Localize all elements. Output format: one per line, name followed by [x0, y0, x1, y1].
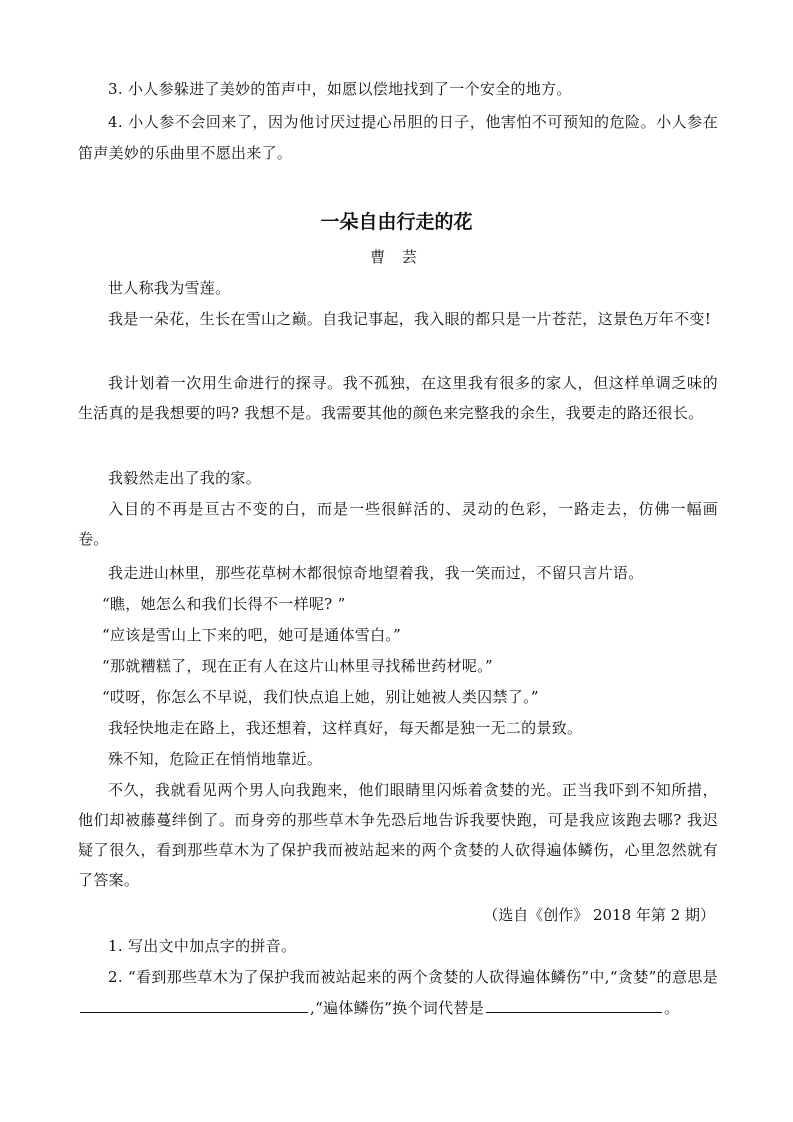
- answer-blank-2[interactable]: [486, 994, 662, 1013]
- question-2: [78, 962, 718, 1024]
- dialogue-3: “那就糟糕了，现在正有人在这片山林里寻找稀世药材呢。”: [102, 657, 493, 675]
- paragraph-3: 我计划着一次用生命进行的探寻。我不孤独，在这里我有很多的家人，但这样单调乏味的生活真的是我想要的吗? 我想不是。我需要其他的颜色来完整我的余生，我要走的路还很长。: [78, 374, 718, 422]
- dialogue-4: “哎呀，你怎么不早说，我们快点追上她，别让她被人类囚禁了。”: [102, 688, 539, 706]
- question-1: 1. 写出文中加点字的拼音。: [108, 937, 297, 955]
- article-author: 曹 芸: [370, 248, 423, 266]
- article-title: 一朵自由行走的花: [320, 211, 473, 233]
- question-3: 3. 小人参躲进了美妙的笛声中，如愿以偿地找到了一个安全的地方。: [108, 80, 572, 98]
- paragraph-5: 入目的不再是亘古不变的白，而是一些很鲜活的、灵动的色彩，一路走去，仿佛一幅画卷。: [78, 500, 718, 548]
- paragraph-1: 世人称我为雪莲。: [108, 279, 231, 297]
- paragraph-8: 殊不知，危险正在悄悄地靠近。: [108, 750, 323, 768]
- dialogue-2: “应该是雪山上下来的吧，她可是通体雪白。”: [102, 626, 402, 644]
- paragraph-4: 我毅然走出了我的家。: [108, 469, 262, 487]
- paragraph-9: 不久，我就看见两个男人向我跑来，他们眼睛里闪烁着贪婪的光。正当我吓到不知所措，他们却被藤蔓绊倒了。而身旁的那些草木争先恐后地告诉我要快跑，可是我应该跑去哪? 我迟疑了很久，看到那些草木为了保护我而被站起来的两个贪婪的人砍得遍体鳞伤，心里忽然就有了答案。: [78, 781, 718, 889]
- paragraph-2: 我是一朵花，生长在雪山之巅。自我记事起，我入眼的都只是一片苍茫，这景色万年不变!: [108, 310, 712, 328]
- article-source: （选自《创作》 2018 年第 2 期）: [483, 906, 715, 924]
- question-4: 4. 小人参不会回来了，因为他讨厌过提心吊胆的日子，他害怕不可预知的危险。小人参在笛声美妙的乐曲里不愿出来了。: [78, 113, 718, 162]
- paragraph-6: 我走进山林里，那些花草树木都很惊奇地望着我，我一笑而过，不留只言片语。: [108, 564, 644, 582]
- answer-blank-1[interactable]: [80, 994, 308, 1013]
- paragraph-7: 我轻快地走在路上，我还想着，这样真好，每天都是独一无二的景致。: [108, 719, 583, 737]
- dialogue-1: “瞧，她怎么和我们长得不一样呢? ”: [102, 595, 346, 613]
- question-2-text: 2. “看到那些草木为了保护我而被站起来的两个贪婪的人砍得遍体鳞伤”中,“贪婪”的意思是: [108, 968, 718, 986]
- question-2-end: 。: [664, 999, 680, 1017]
- question-2-text-2: ,“遍体鳞伤”换个词代替是: [310, 999, 485, 1017]
